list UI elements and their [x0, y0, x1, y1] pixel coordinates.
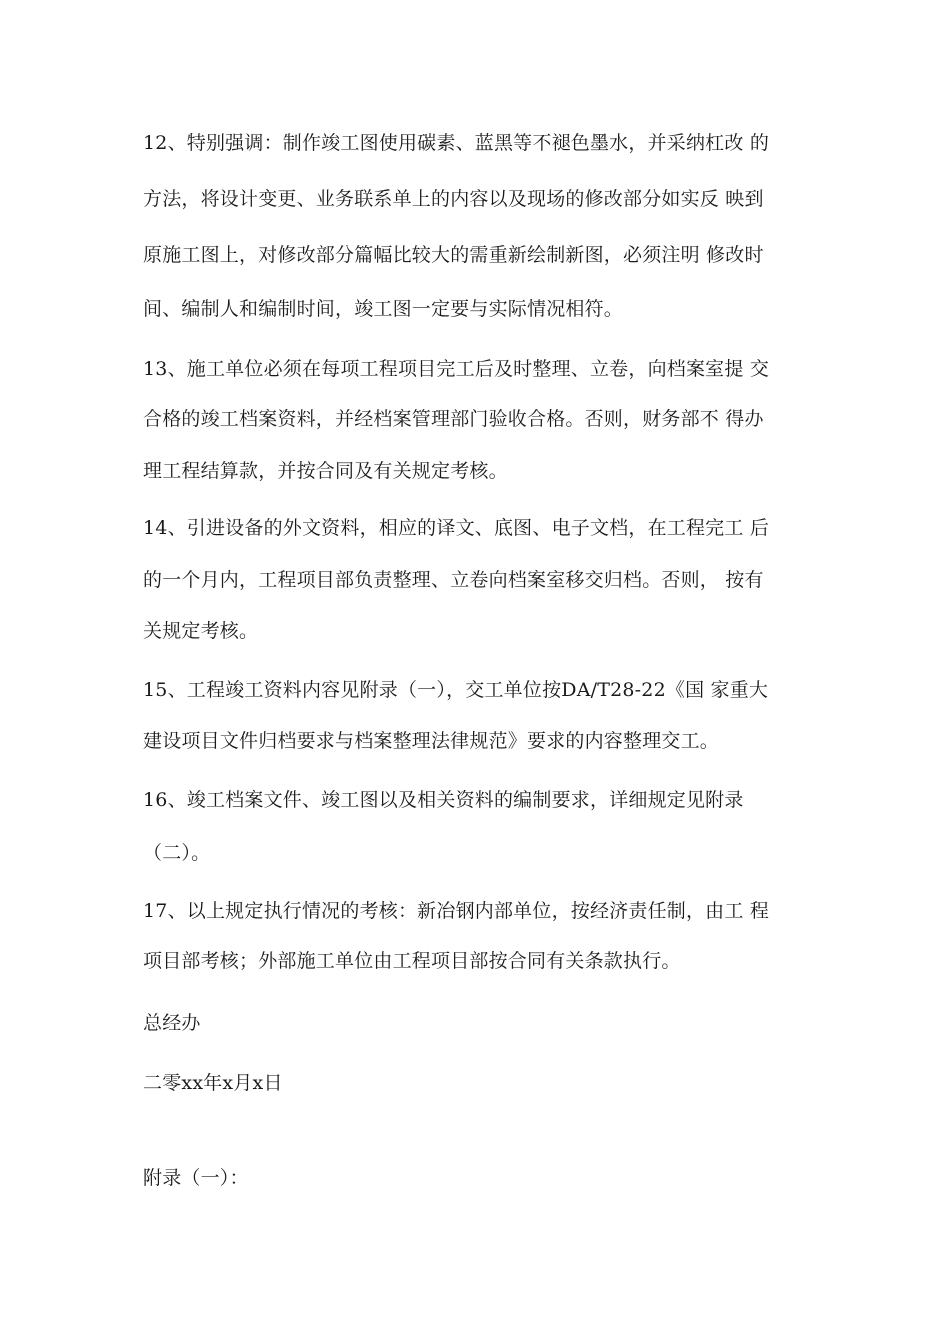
paragraph-17-line-2: 项目部考核；外部施工单位由工程项目部按合同有关条款执行。 [143, 950, 681, 972]
paragraph-12-line-4: 间、编制人和编制时间，竣工图一定要与实际情况相符。 [143, 298, 624, 320]
issue-date: 二零xx年x月x日 [143, 1072, 283, 1094]
appendix-heading: 附录（一）： [143, 1167, 249, 1189]
paragraph-17-line-1: 17、以上规定执行情况的考核：新冶钢内部单位，按经济责任制，由工 程 [143, 900, 770, 922]
paragraph-14-line-1: 14、引进设备的外文资料，相应的译文、底图、电子文档，在工程完工 后 [143, 517, 770, 539]
paragraph-12-line-3: 原施工图上，对修改部分篇幅比较大的需重新绘制新图，必须注明 修改时 [143, 244, 764, 266]
paragraph-15-line-1: 15、工程竣工资料内容见附录（一），交工单位按DA/T28-22《国 家重大 [143, 679, 769, 701]
issuer-name: 总经办 [143, 1012, 201, 1034]
paragraph-13-line-3: 理工程结算款，并按合同及有关规定考核。 [143, 460, 508, 482]
paragraph-13-line-2: 合格的竣工档案资料，并经档案管理部门验收合格。否则，财务部不 得办 [143, 408, 764, 430]
paragraph-15-line-2: 建设项目文件归档要求与档案整理法律规范》要求的内容整理交工。 [143, 730, 720, 752]
paragraph-12-line-1: 12、特别强调：制作竣工图使用碳素、蓝黑等不褪色墨水，并采纳杠改 的 [143, 132, 770, 154]
paragraph-16-line-1: 16、竣工档案文件、竣工图以及相关资料的编制要求，详细规定见附录 [143, 789, 744, 811]
paragraph-14-line-2: 的一个月内，工程项目部负责整理、立卷向档案室移交归档。否则， 按有 [143, 569, 764, 591]
paragraph-16-line-2: （二）。 [143, 842, 211, 864]
paragraph-12-line-2: 方法，将设计变更、业务联系单上的内容以及现场的修改部分如实反 映到 [143, 188, 764, 210]
paragraph-14-line-3: 关规定考核。 [143, 620, 259, 642]
paragraph-13-line-1: 13、施工单位必须在每项工程项目完工后及时整理、立卷，向档案室提 交 [143, 358, 770, 380]
